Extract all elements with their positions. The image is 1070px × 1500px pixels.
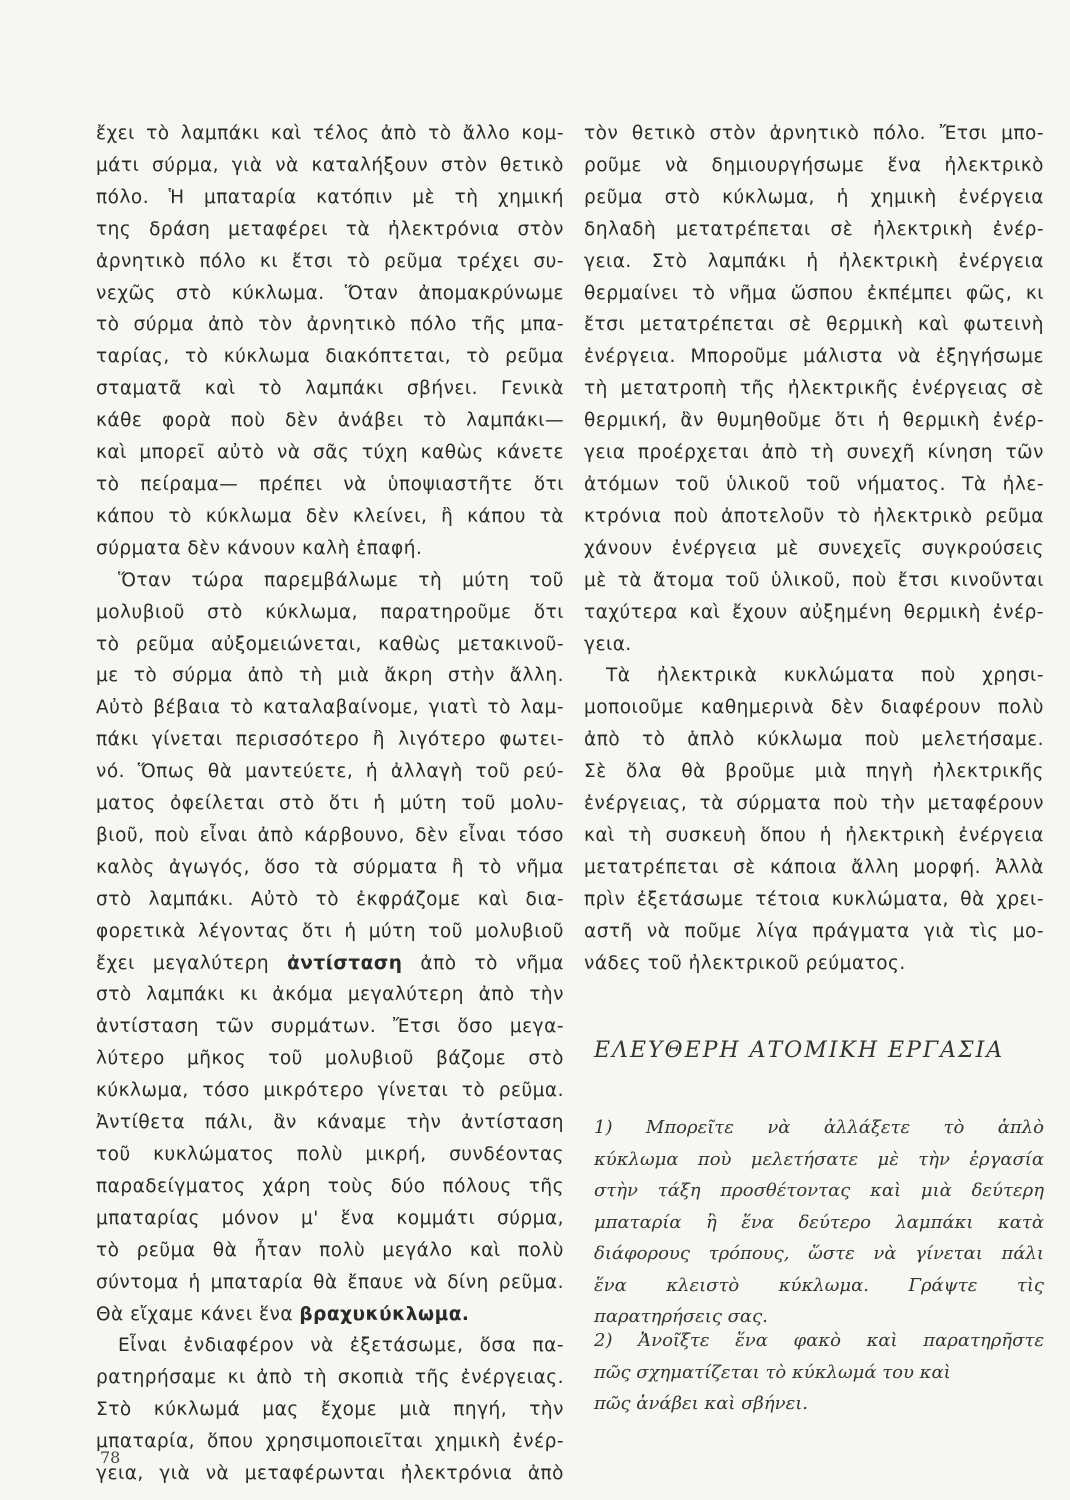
text-line: τὸ σύρμα ἀπὸ τὸν ἀρνητικὸ πόλο τῆς μπα-	[96, 314, 564, 336]
text-line: τὴ μετατροπὴ τῆς ἠλεκτρικῆς ἐνέργειας σὲ	[584, 378, 1044, 400]
text-line: ροῦμε νὰ δημιουργήσωμε ἕνα ἠλεκτρικὸ	[584, 154, 1044, 176]
text-line: ἀπὸ τὸ ἁπλὸ κύκλωμα ποὺ μελετήσαμε.	[584, 729, 1044, 751]
text-line: μοποιοῦμε καθημερινὰ δὲν διαφέρουν πολὺ	[584, 697, 1044, 719]
text-line: της δράση μεταφέρει τὰ ἠλεκτρόνια στὸν	[96, 218, 564, 240]
text-line: κάθε φορὰ ποὺ δὲν ἀνάβει τὸ λαμπάκι—	[96, 410, 564, 432]
text-line: μολυβιοῦ στὸ κύκλωμα, παρατηροῦμε ὅτι	[96, 601, 564, 623]
text-line: ταρίας, τὸ κύκλωμα διακόπτεται, τὸ ρεῦμα	[96, 346, 564, 368]
text-line: γεια, γιὰ νὰ μεταφέρωνται ἠλεκτρόνια ἀπὸ	[96, 1463, 564, 1485]
text-line: ρεῦμα στὸ κύκλωμα, ἡ χημικὴ ἐνέργεια	[584, 186, 1044, 208]
text-fragment: ἀπὸ τὸ νῆμα	[420, 952, 564, 974]
exercise-line: 1) Μπορεῖτε νὰ ἀλλάξετε τὸ ἁπλὸ	[594, 1117, 1044, 1138]
text-line: τὸ πείραμα— πρέπει νὰ ὑποψιαστῆτε ὅτι	[96, 473, 564, 495]
text-line: Αὐτὸ βέβαια τὸ καταλαβαίνομε, γιατὶ τὸ λαμ-	[96, 697, 564, 719]
text-line: καὶ τὴ συσκευὴ ὅπου ἡ ἠλεκτρικὴ ἐνέργεια	[584, 824, 1044, 846]
text-line: σταματᾶ καὶ τὸ λαμπάκι σβήνει. Γενικὰ	[96, 378, 564, 400]
exercise-line: ἕνα κλειστὸ κύκλωμα. Γράψτε τὶς	[594, 1274, 1044, 1296]
text-line: τοῦ κυκλώματος πολὺ μικρή, συνδέοντας	[96, 1144, 564, 1165]
exercise-line: μπαταρία ἢ ἕνα δεύτερο λαμπάκι κατὰ	[594, 1211, 1044, 1233]
text-line: τὸ ρεῦμα θὰ ἦταν πολὺ μεγάλο καὶ πολὺ	[96, 1239, 564, 1261]
text-line: μάτι σύρμα, γιὰ νὰ καταλήξουν στὸν θετικὸ	[96, 154, 564, 176]
text-line: κύκλωμα, τόσο μικρότερο γίνεται τὸ ρεῦμα.	[96, 1080, 564, 1102]
text-line: ρατηρήσαμε κι ἀπὸ τὴ σκοπιὰ τῆς ἐνέργειας.	[96, 1367, 564, 1389]
text-line: Στὸ κύκλωμά μας ἔχομε μιὰ πηγή, τὴν	[96, 1399, 564, 1421]
text-line: ἀτόμων τοῦ ὑλικοῦ τοῦ νήματος. Τὰ ἠλε-	[584, 473, 1044, 495]
text-line: αστῆ νὰ ποῦμε λίγα πράγματα γιὰ τὶς μο-	[584, 920, 1044, 942]
text-line: μὲ τὰ ἄτομα τοῦ ὑλικοῦ, ποὺ ἔτσι κινοῦνται	[584, 569, 1044, 591]
text-line: θερμική, ἂν θυμηθοῦμε ὅτι ἡ θερμικὴ ἐνέρ-	[584, 410, 1044, 432]
text-line: Ἀντίθετα πάλι, ἂν κάναμε τὴν ἀντίσταση	[96, 1112, 564, 1134]
text-line: τὸν θετικὸ στὸν ἀρνητικὸ πόλο. Ἔτσι μπο-	[584, 123, 1044, 144]
text-line: τὸ ρεῦμα αὐξομειώνεται, καθὼς μετακινοῦ-	[96, 633, 564, 655]
text-line: νεχῶς στὸ κύκλωμα. Ὅταν ἀπομακρύνωμε	[96, 282, 564, 304]
exercise-heading: ΕΛΕΥΘΕΡΗ ΑΤΟΜΙΚΗ ΕΡΓΑΣΙΑ	[594, 1038, 1005, 1063]
text-line: πάκι γίνεται περισσότερο ἢ λιγότερο φωτει-	[96, 729, 564, 751]
bold-term-short-circuit: βραχυκύκλωμα.	[299, 1303, 470, 1325]
left-column	[96, 118, 564, 1490]
text-line: ἔχει τὸ λαμπάκι καὶ τέλος ἀπὸ τὸ ἄλλο κομ-	[96, 123, 564, 144]
text-line: ματος ὀφείλεται στὸ ὅτι ἡ μύτη τοῦ μολυ-	[96, 793, 564, 815]
text-line: Τὰ ἠλεκτρικὰ κυκλώματα ποὺ χρησι-	[606, 665, 1044, 687]
exercise-line: διάφορους τρόπους, ὥστε νὰ γίνεται πάλι	[594, 1243, 1044, 1264]
text-line: ἀρνητικὸ πόλο κι ἔτσι τὸ ρεῦμα τρέχει συ-	[96, 250, 564, 272]
bold-term-resistance: ἀντίσταση	[287, 952, 403, 974]
text-fragment: ἔχει μεγαλύτερη	[96, 952, 270, 974]
exercise-line: στὴν τάξη προσθέτοντας καὶ μιὰ δεύτερη	[594, 1180, 1044, 1201]
text-line: Ὅταν τώρα παρεμβάλωμε τὴ μύτη τοῦ	[118, 569, 564, 591]
text-line: ἐνέργεια. Μποροῦμε μάλιστα νὰ ἐξηγήσωμε	[584, 346, 1044, 368]
text-line: ἐνέργειας, τὰ σύρματα ποὺ τὴν μεταφέρουν	[584, 793, 1044, 815]
exercise-line: 2) Ἀνοῖξτε ἕνα φακὸ καὶ παρατηρῆστε	[594, 1330, 1044, 1351]
text-line: στὸ λαμπάκι. Αὐτὸ τὸ ἐκφράζομε καὶ δια-	[96, 888, 564, 910]
text-line: μπαταρίας μόνον μ' ἕνα κομμάτι σύρμα,	[96, 1207, 564, 1229]
text-line: σύρματα δὲν κάνουν καλὴ ἐπαφή.	[96, 537, 423, 559]
text-line: γεια. Στὸ λαμπάκι ἡ ἠλεκτρικὴ ἐνέργεια	[584, 250, 1044, 272]
exercise-item-1	[594, 1112, 1044, 1333]
exercise-item-2	[594, 1325, 1044, 1420]
text-line: ταχύτερα καὶ ἔχουν αὐξημένη θερμικὴ ἐνέρ-	[584, 601, 1044, 623]
text-line-with-term	[96, 1299, 564, 1331]
text-line: κάπου τὸ κύκλωμα δὲν κλείνει, ἢ κάπου τὰ	[96, 505, 564, 527]
exercise-line: πῶς ἀνάβει καὶ σβήνει.	[594, 1393, 809, 1414]
text-line: βιοῦ, ποὺ εἶναι ἀπὸ κάρβουνο, δὲν εἶναι τόσο	[96, 824, 564, 846]
text-line: χάνουν ἐνέργεια μὲ συνεχεῖς συγκρούσεις	[584, 537, 1044, 559]
text-line: Σὲ ὅλα θὰ βροῦμε μιὰ πηγὴ ἠλεκτρικῆς	[584, 761, 1044, 783]
page-number: 78	[100, 1448, 121, 1467]
text-line: πόλο. Ἡ μπαταρία κατόπιν μὲ τὴ χημική	[96, 186, 564, 208]
text-line: λύτερο μῆκος τοῦ μολυβιοῦ βάζομε στὸ	[96, 1048, 564, 1070]
text-line: πρὶν ἐξετάσωμε τέτοια κυκλώματα, θὰ χρει-	[584, 888, 1044, 910]
text-line: νάδες τοῦ ἠλεκτρικοῦ ρεύματος.	[584, 952, 906, 974]
text-line: γεια.	[584, 633, 632, 655]
right-column	[584, 118, 1044, 979]
text-line: καλὸς ἀγωγός, ὅσο τὰ σύρματα ἢ τὸ νῆμα	[96, 856, 564, 878]
text-line: κτρόνια ποὺ ἀποτελοῦν τὸ ἠλεκτρικὸ ρεῦμα	[584, 505, 1044, 527]
text-line: μετατρέπεται σὲ κάποια ἄλλη μορφή. Ἀλλὰ	[584, 856, 1044, 878]
text-line: γεια προέρχεται ἀπὸ τὴ συνεχῆ κίνηση τῶν	[584, 442, 1044, 464]
text-line: παραδείγματος χάρη τοὺς δύο πόλους τῆς	[96, 1175, 564, 1197]
text-line: φορετικὰ λέγοντας ὅτι ἡ μύτη τοῦ μολυβιοῦ	[96, 920, 564, 942]
text-line: ἔτσι μετατρέπεται σὲ θερμικὴ καὶ φωτεινὴ	[584, 314, 1044, 336]
text-line: ἀντίσταση τῶν συρμάτων. Ἔτσι ὅσο μεγα-	[96, 1016, 564, 1038]
text-line: μπαταρία, ὅπου χρησιμοποιεῖται χημικὴ ἐνέρ-	[96, 1431, 564, 1453]
text-line: σύντομα ἡ μπαταρία θὰ ἔπαυε νὰ δίνη ρεῦμα.	[96, 1271, 564, 1293]
text-fragment: Θὰ εἴχαμε κάνει ἕνα	[96, 1303, 294, 1325]
text-line: δηλαδὴ μετατρέπεται σὲ ἠλεκτρικὴ ἐνέρ-	[584, 218, 1044, 240]
text-line: καὶ μπορεῖ αὐτὸ νὰ σᾶς τύχη καθὼς κάνετε	[96, 442, 564, 464]
text-line: με τὸ σύρμα ἀπὸ τὴ μιὰ ἄκρη στὴν ἄλλη.	[96, 665, 564, 687]
text-line: στὸ λαμπάκι κι ἀκόμα μεγαλύτερη ἀπὸ τὴν	[96, 984, 564, 1006]
text-line-with-term	[96, 948, 564, 980]
exercise-line: κύκλωμα ποὺ μελετήσατε μὲ τὴν ἐργασία	[594, 1148, 1044, 1170]
exercise-line: πῶς σχηματίζεται τὸ κύκλωμά του καὶ	[594, 1361, 951, 1383]
text-line: θερμαίνει τὸ νῆμα ὥσπου ἐκπέμπει φῶς, κι	[584, 282, 1044, 304]
exercise-line: παρατηρήσεις σας.	[594, 1306, 768, 1327]
text-line: νό. Ὅπως θὰ μαντεύετε, ἡ ἀλλαγὴ τοῦ ρεύ-	[96, 761, 564, 783]
text-line: Εἶναι ἐνδιαφέρον νὰ ἐξετάσωμε, ὅσα πα-	[118, 1335, 564, 1357]
